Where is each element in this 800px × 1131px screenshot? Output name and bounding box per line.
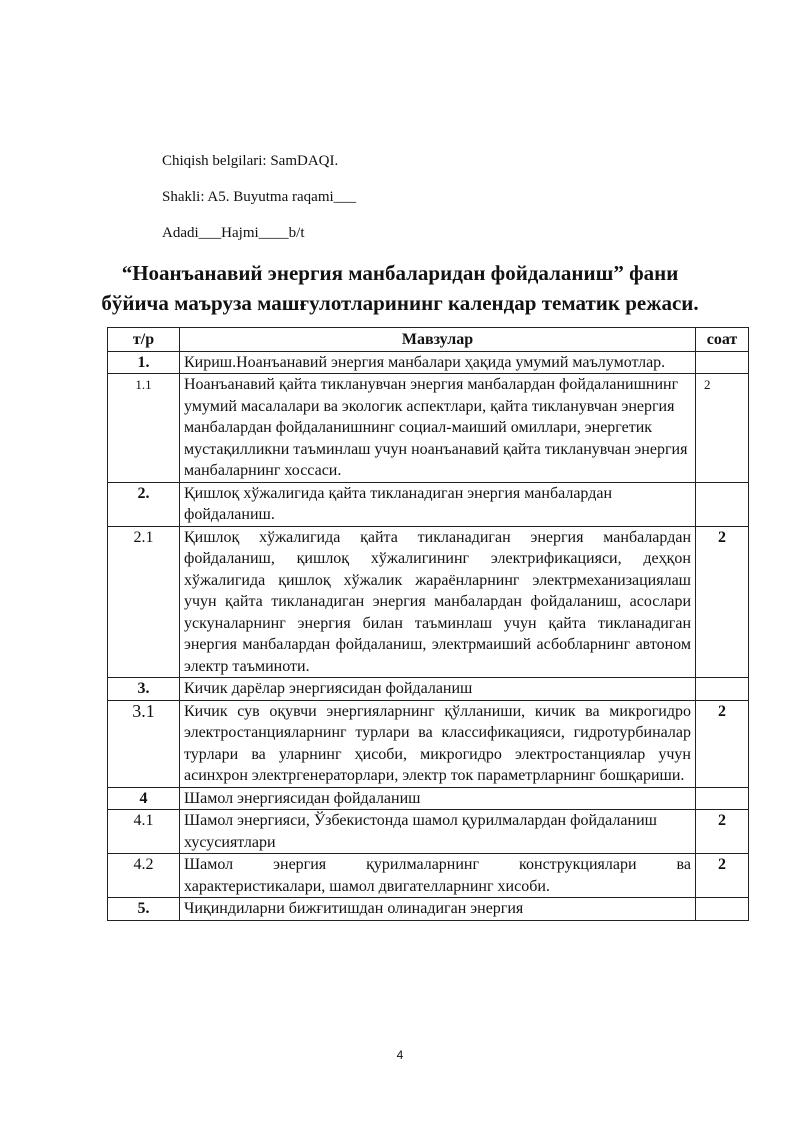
row-topic: Қишлоқ хўжалигида қайта тикланадиган энергия манбалардан фойдаланиш.: [180, 482, 696, 526]
row-topic: Кириш.Ноанъанавий энергия манбалари ҳақида умумий маълумотлар.: [180, 351, 696, 374]
header-number: т/р: [108, 328, 180, 352]
row-number: 5.: [108, 898, 180, 921]
row-topic: Кичик сув оқувчи энергияларнинг қўлланиши, кичик ва микрогидро электростанцияларнинг турлари ва классификацияси, гидротурбиналар турлари ва уларнинг ҳисоби, микрогидро электростанциялар учун асинхрон электргенераторлари, электр ток параметрларнинг бошқариши.: [180, 700, 696, 787]
row-topic: Қишлоқ хўжалигида қайта тикланадиган энергия манбалардан фойдаланиш, қишлоқ хўжалигининг электрификацияси, деҳқон хўжалигида қишлоқ хўжалик жараёнларнинг электрмеханизациялаш учун қайта тикланадиган энергия манбалардан фойдаланиш, асослари ускуналарнинг энергия билан таъминлаш учун қайта тикланадиган энергия манбалардан фойдаланиш, электрмаиший асбобларнинг автоном электр таъминоти.: [180, 526, 696, 678]
header-hours: соат: [696, 328, 749, 352]
row-topic: Шамол энергияси, Ўзбекистонда шамол қурилмалардан фойдаланиш хусусиятлари: [180, 810, 696, 854]
table-row: [108, 482, 749, 526]
row-number: 4.1: [108, 810, 180, 854]
row-number: 2.1: [108, 526, 180, 678]
document-title: [100, 258, 700, 318]
row-hours: 2: [696, 810, 749, 854]
table-row: [108, 854, 749, 898]
row-hours: [696, 898, 749, 921]
row-hours: [696, 351, 749, 374]
row-number: 3.: [108, 678, 180, 701]
row-hours: 2: [696, 526, 749, 678]
row-number: 4: [108, 787, 180, 810]
row-topic: Чиқиндиларни бижғитишдан олинадиган энергия: [180, 898, 696, 921]
row-hours: [696, 787, 749, 810]
table-row: [108, 787, 749, 810]
title-line-2: бўйича маъруза машғулотларининг календар тематик режаси.: [101, 291, 699, 315]
table-row: [108, 898, 749, 921]
row-hours: 2: [696, 700, 749, 787]
table-header-row: [108, 328, 749, 352]
row-number: 2.: [108, 482, 180, 526]
row-topic: Шамол энергия қурилмаларнинг конструкциялари ва характеристикалари, шамол двигателларнинг хисоби.: [180, 854, 696, 898]
row-topic: Ноанъанавий қайта тикланувчан энергия манбалардан фойдаланишнинг умумий масалалари ва экологик аспектлари, қайта тикланувчан энергия манбалардан фойдаланишнинг социал-маиший омиллари, энергетик мустақилликни таъминлаш учун ноанъанавий қайта тикланувчан энергия манбаларнинг хоссаси.: [180, 374, 696, 483]
row-number: 4.2: [108, 854, 180, 898]
imprint-line-output: Chiqish belgilari: SamDAQI.: [162, 153, 339, 169]
table-row: [108, 678, 749, 701]
schedule-table: [107, 327, 749, 921]
imprint-line-format: Shakli: A5. Buyutma raqami___: [162, 189, 357, 205]
row-number: 3.1: [108, 700, 180, 787]
row-hours: 2: [696, 854, 749, 898]
title-line-1: “Ноанъанавий энергия манбаларидан фойдаланиш” фани: [121, 261, 679, 285]
table-row: [108, 526, 749, 678]
row-hours: [696, 678, 749, 701]
row-hours: 2: [696, 374, 749, 483]
page-number: 4: [396, 1048, 404, 1062]
row-number: 1.: [108, 351, 180, 374]
table-row: [108, 374, 749, 483]
imprint-line-circulation: Adadi___Hajmi____b/t: [162, 225, 305, 241]
row-topic: Кичик дарёлар энергиясидан фойдаланиш: [180, 678, 696, 701]
row-hours: [696, 482, 749, 526]
table-row: [108, 700, 749, 787]
table-row: [108, 351, 749, 374]
header-topics: Мавзулар: [180, 328, 696, 352]
table-row: [108, 810, 749, 854]
row-number: 1.1: [108, 374, 180, 483]
row-topic: Шамол энергиясидан фойдаланиш: [180, 787, 696, 810]
